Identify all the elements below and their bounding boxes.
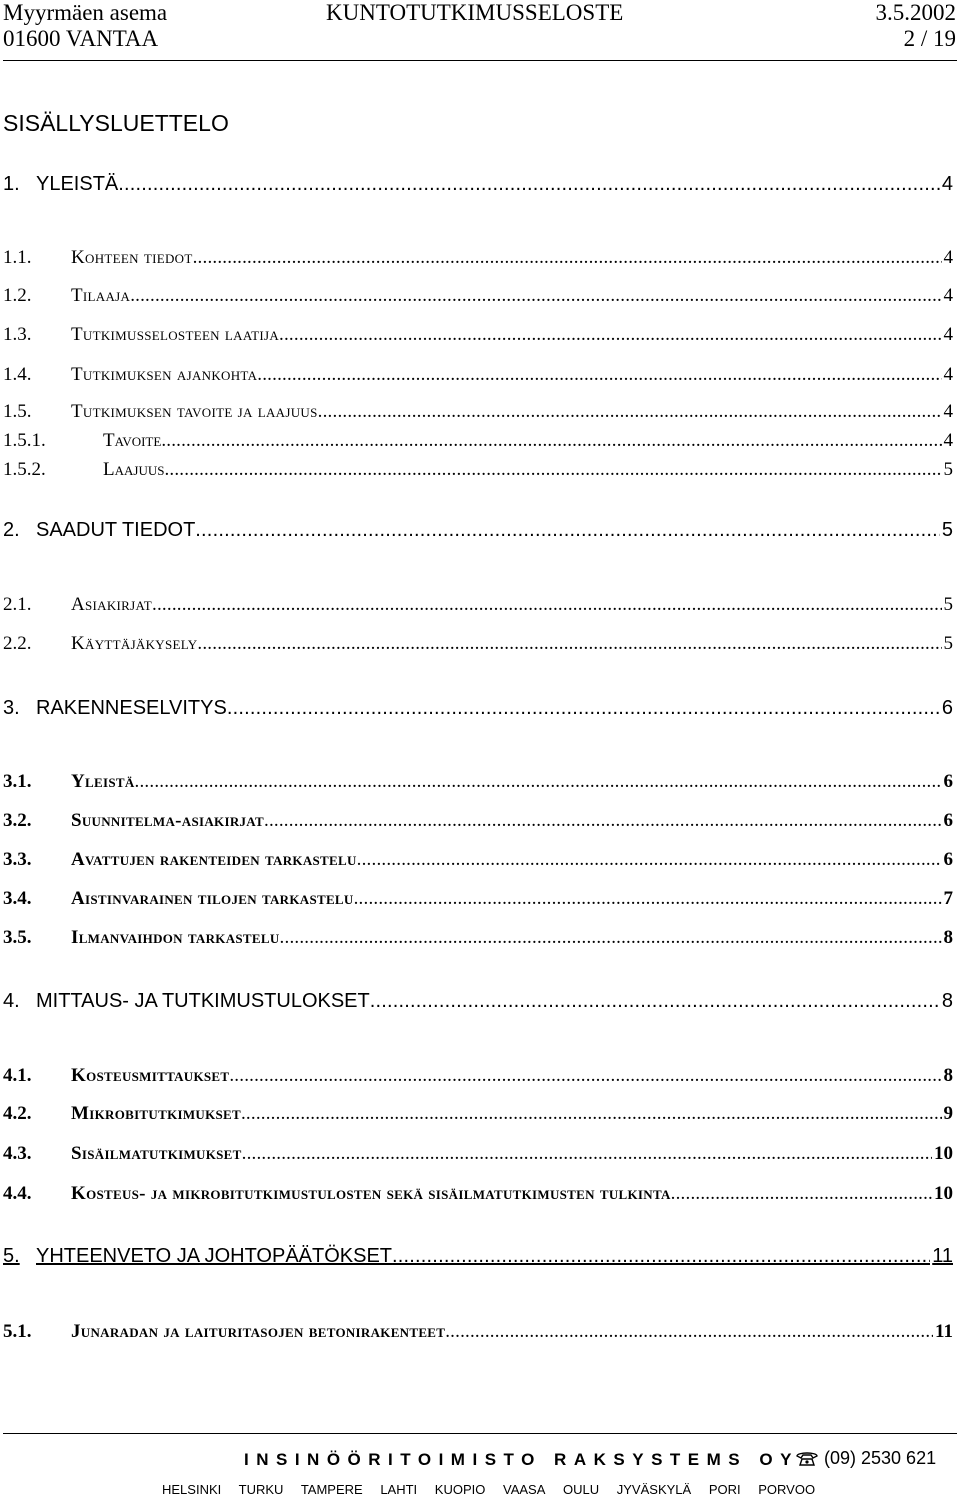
toc-text: Kosteusmittaukset — [71, 1065, 230, 1086]
header-date: 3.5.2002 — [875, 0, 956, 25]
toc-entry[interactable] — [3, 771, 953, 799]
city: KUOPIO — [434, 1482, 486, 1497]
toc-page: 10 — [934, 1143, 953, 1164]
toc-entry[interactable] — [3, 849, 953, 877]
toc-leader — [227, 697, 940, 720]
toc-number: 2.1. — [3, 594, 32, 615]
toc-text: Kosteus- ja mikrobitutkimustulosten sekä sisäilmatutkimusten tulkinta — [71, 1183, 671, 1204]
city: TURKU — [238, 1482, 284, 1497]
city: LAHTI — [380, 1482, 418, 1497]
toc-entry[interactable] — [3, 633, 953, 661]
toc-number: 3.2. — [3, 810, 32, 831]
toc-page: 8 — [941, 990, 953, 1012]
toc-page: 4 — [943, 247, 953, 268]
city: PORVOO — [758, 1482, 816, 1497]
toc-title: SISÄLLYSLUETTELO — [3, 110, 229, 136]
toc-entry[interactable] — [3, 594, 953, 622]
footer-divider — [3, 1433, 957, 1434]
toc-text: Kohteen tiedot — [71, 247, 193, 268]
toc-number: 3. — [3, 697, 20, 719]
toc-leader — [241, 1103, 942, 1125]
toc-number: 4.2. — [3, 1103, 32, 1124]
toc-page: 6 — [943, 849, 953, 870]
toc-page: 9 — [943, 1103, 953, 1124]
toc-page: 8 — [943, 927, 953, 948]
toc-entry[interactable] — [3, 1245, 953, 1273]
toc-entry[interactable] — [3, 247, 953, 275]
toc-page: 4 — [943, 401, 953, 422]
toc-page: 11 — [932, 1245, 953, 1267]
toc-number: 4.1. — [3, 1065, 32, 1086]
toc-number: 1.5.2. — [3, 459, 46, 480]
toc-text: Ilmanvaihdon tarkastelu — [71, 927, 280, 948]
toc-number: 2.2. — [3, 633, 32, 654]
toc-entry[interactable] — [3, 1321, 953, 1349]
toc-text: Mikrobitutkimukset — [71, 1103, 241, 1124]
toc-number: 4. — [3, 990, 20, 1012]
toc-entry[interactable] — [3, 927, 953, 955]
toc-entry[interactable] — [3, 1065, 953, 1093]
toc-entry[interactable] — [3, 173, 953, 201]
toc-leader — [280, 927, 942, 949]
toc-number: 1.2. — [3, 285, 32, 306]
toc-number: 1. — [3, 173, 20, 195]
toc-leader — [354, 888, 942, 910]
toc-page: 10 — [934, 1183, 953, 1204]
toc-entry[interactable] — [3, 1183, 953, 1211]
toc-leader — [195, 519, 940, 542]
toc-leader — [445, 1321, 933, 1343]
company-name: INSINÖÖRITOIMISTO RAKSYSTEMS OY — [244, 1450, 799, 1469]
city: PORI — [708, 1482, 741, 1497]
toc-text: YHTEENVETO JA JOHTOPÄÄTÖKSET — [36, 1245, 393, 1267]
header-location: Myyrmäen asema — [3, 0, 168, 25]
toc-page: 11 — [935, 1321, 953, 1342]
office-cities — [162, 1482, 829, 1497]
toc-number: 3.3. — [3, 849, 32, 870]
toc-page: 4 — [943, 430, 953, 451]
toc-page: 6 — [943, 771, 953, 792]
toc-text: Sisäilmatutkimukset — [71, 1143, 242, 1164]
toc-entry[interactable] — [3, 401, 953, 429]
toc-page: 5 — [941, 519, 953, 541]
toc-leader — [242, 1143, 932, 1165]
toc-leader — [130, 285, 941, 307]
toc-page: 4 — [943, 324, 953, 345]
toc-leader — [357, 849, 942, 871]
toc-page: 5 — [943, 459, 953, 480]
toc-page: 4 — [941, 173, 953, 195]
toc-text: Yleistä — [71, 771, 135, 792]
toc-leader — [318, 401, 942, 423]
toc-number: 4.4. — [3, 1183, 32, 1204]
toc-leader — [257, 364, 941, 386]
toc-text: Suunnitelma-asiakirjat — [71, 810, 264, 831]
toc-leader — [164, 459, 941, 481]
toc-number: 1.5.1. — [3, 430, 46, 451]
city: OULU — [563, 1482, 600, 1497]
toc-text: Laajuus — [103, 459, 165, 480]
toc-text: Tutkimuksen tavoite ja laajuus — [71, 401, 318, 422]
toc-text: Junaradan ja laituritasojen betonirakenteet — [71, 1321, 446, 1342]
toc-number: 1.3. — [3, 324, 32, 345]
toc-number: 4.3. — [3, 1143, 32, 1164]
toc-entry[interactable] — [3, 430, 953, 458]
toc-text: Käyttäjäkysely — [71, 633, 198, 654]
toc-text: Tavoite — [103, 430, 162, 451]
toc-leader — [279, 324, 941, 346]
toc-page: 8 — [943, 1065, 953, 1086]
toc-text: Asiakirjat — [71, 594, 153, 615]
toc-leader — [118, 173, 940, 196]
header-divider — [3, 60, 957, 61]
toc-entry[interactable] — [3, 519, 953, 547]
toc-leader — [197, 633, 941, 655]
toc-text: Tilaaja — [71, 285, 131, 306]
city: TAMPERE — [300, 1482, 363, 1497]
header-title: KUNTOTUTKIMUSSELOSTE — [326, 0, 624, 25]
toc-number: 3.4. — [3, 888, 32, 909]
toc-leader — [370, 990, 940, 1013]
toc-entry[interactable] — [3, 810, 953, 838]
toc-number: 3.5. — [3, 927, 32, 948]
toc-page: 4 — [943, 285, 953, 306]
toc-entry[interactable] — [3, 1143, 953, 1171]
toc-text: RAKENNESELVITYS — [36, 697, 227, 719]
toc-number: 2. — [3, 519, 20, 541]
header-page-number: 2 / 19 — [903, 26, 956, 51]
toc-text: YLEISTÄ — [36, 173, 119, 195]
toc-page: 5 — [943, 633, 953, 654]
city: HELSINKI — [162, 1482, 222, 1497]
toc-entry[interactable] — [3, 459, 953, 487]
toc-entry[interactable] — [3, 697, 953, 725]
toc-number: 1.5. — [3, 401, 32, 422]
toc-entry[interactable] — [3, 888, 953, 916]
toc-entry[interactable] — [3, 990, 953, 1018]
toc-number: 5.1. — [3, 1321, 32, 1342]
toc-leader — [152, 594, 941, 616]
toc-leader — [193, 247, 942, 269]
toc-page: 4 — [943, 364, 953, 385]
telephone-icon — [796, 1450, 818, 1466]
toc-leader — [161, 430, 941, 452]
toc-entry[interactable] — [3, 285, 953, 313]
toc-leader — [229, 1065, 941, 1087]
toc-number: 5. — [3, 1245, 20, 1267]
toc-number: 3.1. — [3, 771, 32, 792]
toc-number: 1.4. — [3, 364, 32, 385]
toc-leader — [671, 1183, 932, 1205]
toc-page: 6 — [943, 810, 953, 831]
phone-number: (09) 2530 621 — [824, 1448, 937, 1468]
toc-entry[interactable] — [3, 364, 953, 392]
toc-text: Avattujen rakenteiden tarkastelu — [71, 849, 357, 870]
header-postal: 01600 VANTAA — [3, 26, 159, 51]
toc-entry[interactable] — [3, 324, 953, 352]
toc-page: 7 — [943, 888, 953, 909]
city: JYVÄSKYLÄ — [616, 1482, 692, 1497]
toc-page: 6 — [941, 697, 953, 719]
toc-text: Aistinvarainen tilojen tarkastelu — [71, 888, 354, 909]
phone-number-block — [796, 1448, 936, 1469]
toc-leader — [392, 1245, 930, 1268]
city: VAASA — [503, 1482, 546, 1497]
toc-page: 5 — [943, 594, 953, 615]
toc-leader — [264, 810, 942, 832]
toc-text: Tutkimusselosteen laatija — [71, 324, 280, 345]
toc-text: SAADUT TIEDOT — [36, 519, 196, 541]
toc-leader — [135, 771, 942, 793]
toc-entry[interactable] — [3, 1103, 953, 1131]
toc-text: Tutkimuksen ajankohta — [71, 364, 258, 385]
toc-text: MITTAUS- JA TUTKIMUSTULOKSET — [36, 990, 370, 1012]
toc-number: 1.1. — [3, 247, 32, 268]
